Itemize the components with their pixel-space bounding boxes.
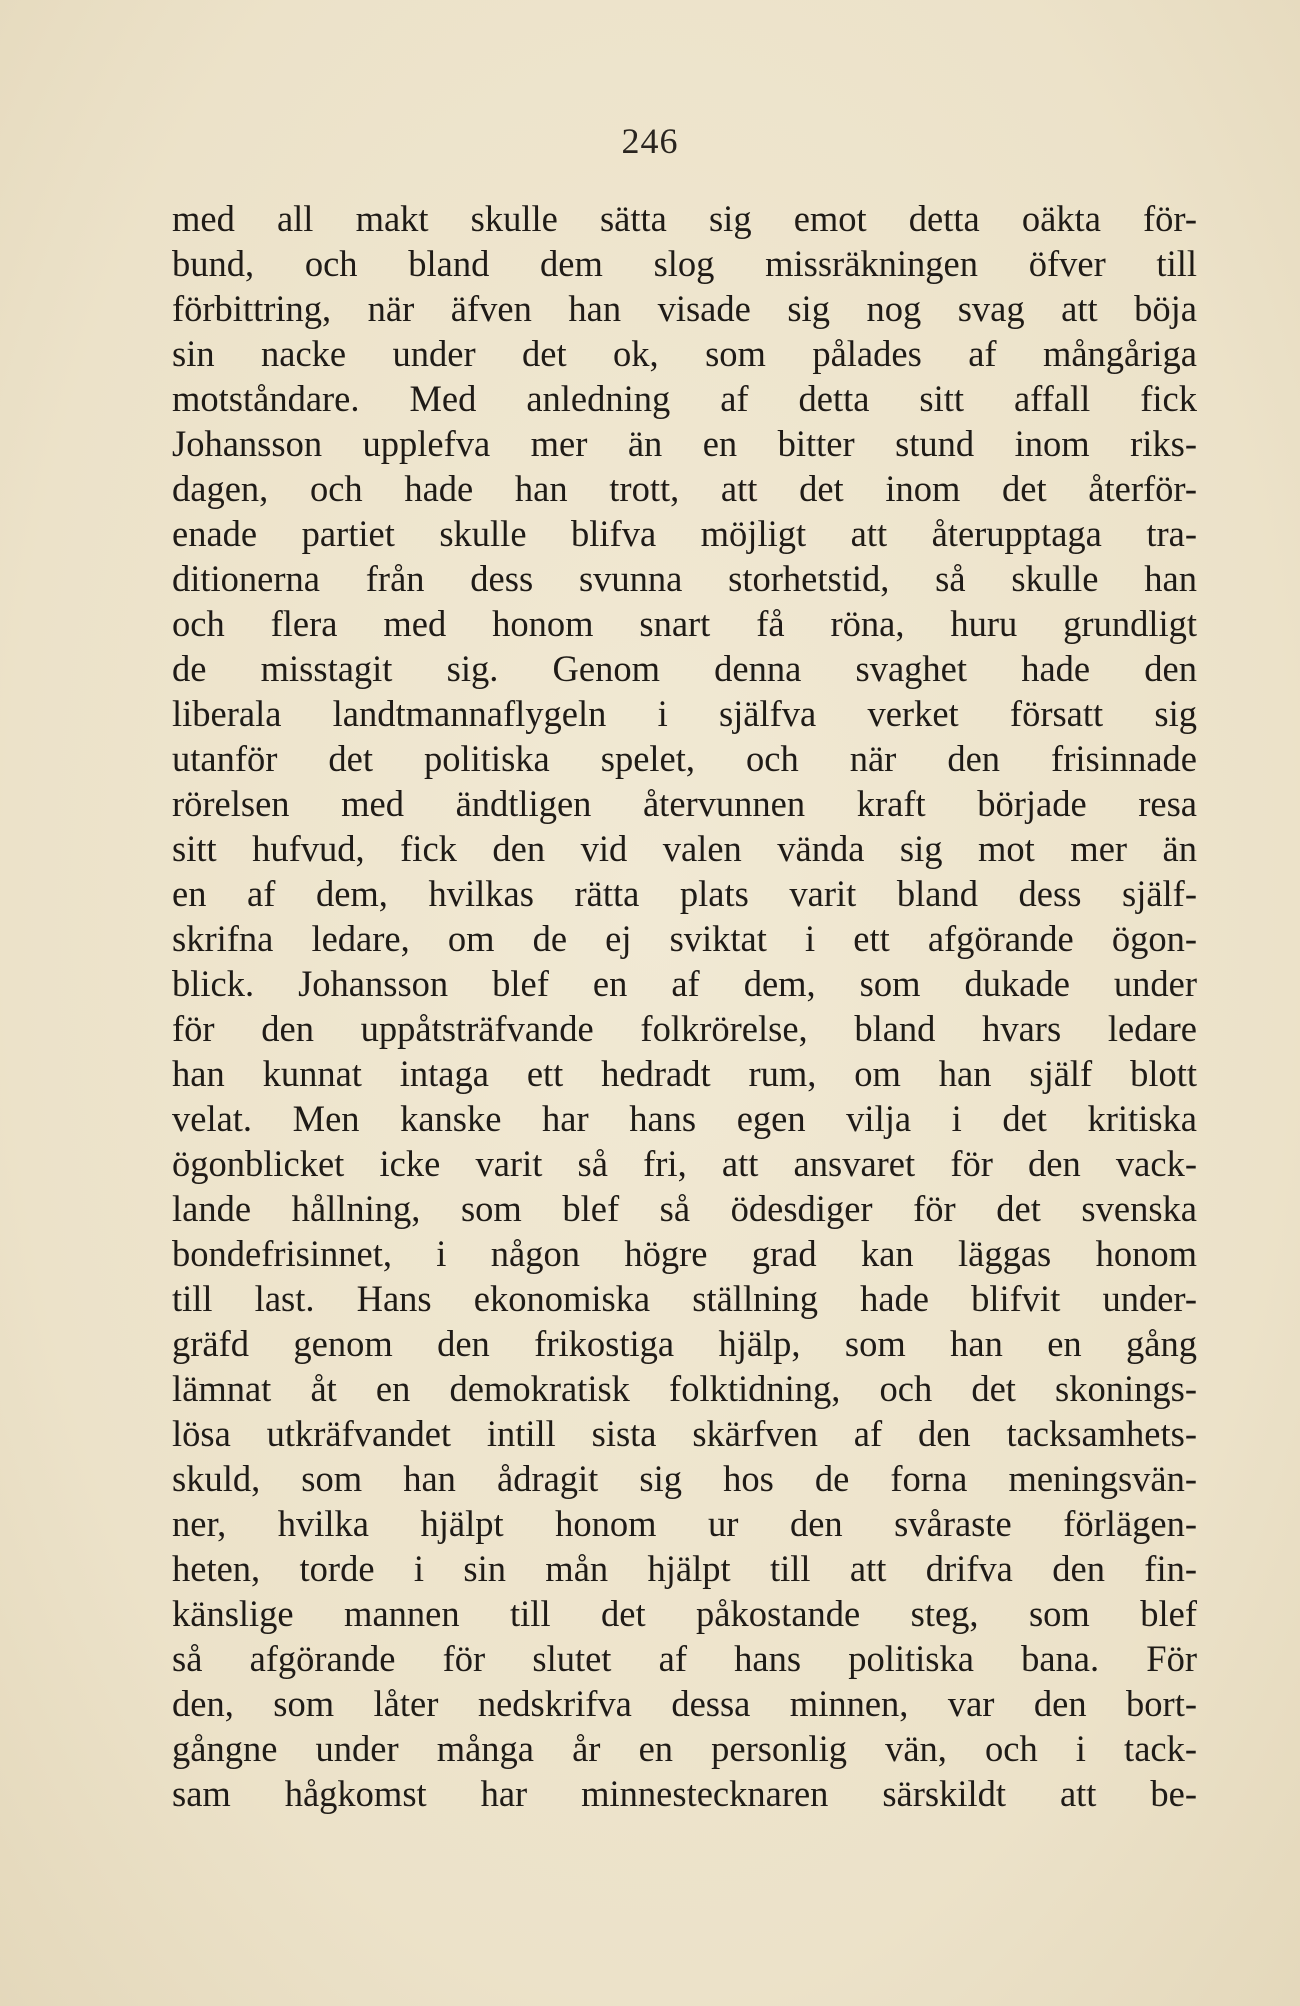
text-line: liberala landtmannaflygeln i själfva verket försatt sig [172, 693, 1197, 734]
text-line: för den uppåtsträfvande folkrörelse, bland hvars ledare [172, 1008, 1197, 1049]
text-line: så afgörande för slutet af hans politiska bana. För [172, 1638, 1197, 1679]
text-line: enade partiet skulle blifva möjligt att återupptaga tra- [172, 513, 1197, 554]
text-line: sin nacke under det ok, som pålades af mångåriga [172, 333, 1197, 374]
text-line: bund, och bland dem slog missräkningen öfver till [172, 243, 1197, 284]
text-line: gräfd genom den frikostiga hjälp, som han en gång [172, 1323, 1197, 1364]
text-line: de misstagit sig. Genom denna svaghet hade den [172, 648, 1197, 689]
text-line: dagen, och hade han trott, att det inom det återför- [172, 468, 1197, 509]
text-line: ögonblicket icke varit så fri, att ansvaret för den vack- [172, 1143, 1197, 1184]
body-text [172, 196, 1197, 1816]
text-line: velat. Men kanske har hans egen vilja i det kritiska [172, 1098, 1197, 1139]
text-line: bondefrisinnet, i någon högre grad kan läggas honom [172, 1233, 1197, 1274]
text-line: ditionerna från dess svunna storhetstid, så skulle han [172, 558, 1197, 599]
text-line: ner, hvilka hjälpt honom ur den svåraste förlägen- [172, 1503, 1197, 1544]
text-line: till last. Hans ekonomiska ställning hade blifvit under- [172, 1278, 1197, 1319]
text-line: rörelsen med ändtligen återvunnen kraft började resa [172, 783, 1197, 824]
text-line: sitt hufvud, fick den vid valen vända sig mot mer än [172, 828, 1197, 869]
text-line: lösa utkräfvandet intill sista skärfven af den tacksamhets- [172, 1413, 1197, 1454]
text-line: lande hållning, som blef så ödesdiger för det svenska [172, 1188, 1197, 1229]
text-line: utanför det politiska spelet, och när den frisinnade [172, 738, 1197, 779]
text-line: Johansson upplefva mer än en bitter stund inom riks- [172, 423, 1197, 464]
text-line: skrifna ledare, om de ej sviktat i ett afgörande ögon- [172, 918, 1197, 959]
text-line: sam hågkomst har minnestecknaren särskildt att be- [172, 1773, 1197, 1814]
text-line: gångne under många år en personlig vän, och i tack- [172, 1728, 1197, 1769]
text-line: och flera med honom snart få röna, huru grundligt [172, 603, 1197, 644]
text-line: förbittring, när äfven han visade sig nog svag att böja [172, 288, 1197, 329]
text-line: heten, torde i sin mån hjälpt till att drifva den fin- [172, 1548, 1197, 1589]
text-line: han kunnat intaga ett hedradt rum, om han själf blott [172, 1053, 1197, 1094]
text-line: den, som låter nedskrifva dessa minnen, var den bort- [172, 1683, 1197, 1724]
text-line: skuld, som han ådragit sig hos de forna meningsvän- [172, 1458, 1197, 1499]
text-line: motståndare. Med anledning af detta sitt affall fick [172, 378, 1197, 419]
text-line: blick. Johansson blef en af dem, som dukade under [172, 963, 1197, 1004]
text-line: med all makt skulle sätta sig emot detta oäkta för- [172, 198, 1197, 239]
text-line: en af dem, hvilkas rätta plats varit bland dess själf- [172, 873, 1197, 914]
page-number: 246 [621, 121, 679, 161]
text-line: lämnat åt en demokratisk folktidning, och det skonings- [172, 1368, 1197, 1409]
text-line: känslige mannen till det påkostande steg, som blef [172, 1593, 1197, 1634]
